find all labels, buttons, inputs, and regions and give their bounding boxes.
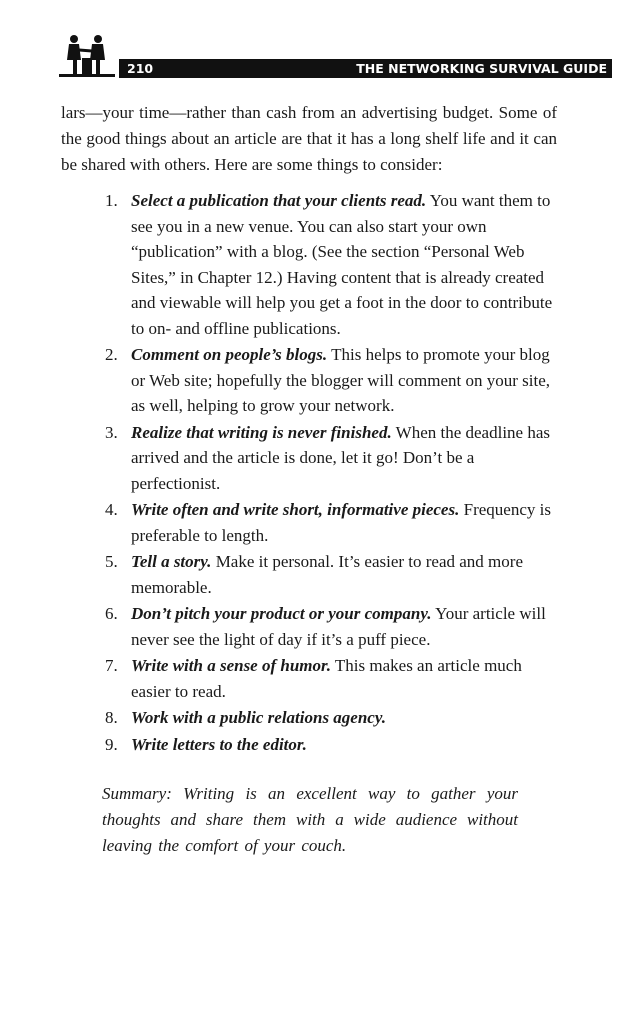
list-item <box>61 342 557 419</box>
page-number: 210 <box>127 61 154 76</box>
item-lead: Select a publication that your clients read. <box>131 191 427 210</box>
intro-paragraph: lars—your time—rather than cash from an advertising budget. Some of the good things about an article are that it has a long shelf life and it can be shared with others. Here are some things to consider: <box>61 103 557 174</box>
item-lead: Don’t pitch your product or your company. <box>131 604 432 623</box>
page-body <box>61 100 557 859</box>
item-number: 1. <box>105 191 118 210</box>
networking-handshake-icon <box>56 30 116 80</box>
item-lead: Tell a story. <box>131 552 212 571</box>
list-item <box>61 497 557 548</box>
item-lead: Realize that writing is never finished. <box>131 422 392 442</box>
item-number: 3. <box>105 422 118 442</box>
running-title: THE NETWORKING SURVIVAL GUIDE <box>356 61 607 76</box>
item-text: Your article will never see the light of day if it’s a puff piece. <box>131 604 546 649</box>
item-lead: Work with a public relations agency. <box>131 708 387 727</box>
list-item <box>61 549 557 600</box>
list-item <box>61 732 557 758</box>
list-item <box>61 420 557 497</box>
list-item <box>61 705 557 731</box>
item-lead: Comment on people’s blogs. <box>131 345 328 364</box>
item-lead: Write with a sense of humor. <box>131 656 331 675</box>
item-number: 6. <box>105 604 118 623</box>
list-item <box>61 188 557 341</box>
list-item <box>61 653 557 704</box>
item-number: 2. <box>105 345 118 364</box>
summary-paragraph: Summary: Writing is an excellent way to gather your thoughts and share them with a wide audience without leaving the comfort of your couch. <box>102 784 518 855</box>
page-header <box>56 30 607 80</box>
item-number: 5. <box>105 552 118 571</box>
item-number: 9. <box>105 734 118 754</box>
list-item <box>61 601 557 652</box>
header-bar <box>119 59 612 78</box>
item-lead: Write letters to the editor. <box>131 734 307 754</box>
item-number: 4. <box>105 500 118 519</box>
tips-list <box>61 188 557 757</box>
item-text: This makes an article much easier to read. <box>131 656 522 701</box>
item-lead: Write often and write short, informative pieces. <box>131 500 460 519</box>
item-number: 8. <box>105 708 118 727</box>
item-text: You want them to see you in a new venue. You can also start your own “publication” with a blog. (See the section “Personal Web Sites,” in Chapter 12.) Having content that is already created and viewable will help you get a foot in the door to contribute to on- and offline publications. <box>131 191 553 338</box>
item-text: Frequency is preferable to length. <box>131 500 551 545</box>
item-number: 7. <box>105 656 118 675</box>
item-text: When the deadline has arrived and the article is done, let it go! Don’t be a perfectionist. <box>131 422 551 493</box>
item-text: Make it personal. It’s easier to read and more memorable. <box>131 552 523 597</box>
item-text: This helps to promote your blog or Web site; hopefully the blogger will comment on your site, as well, helping to grow your network. <box>131 345 550 415</box>
